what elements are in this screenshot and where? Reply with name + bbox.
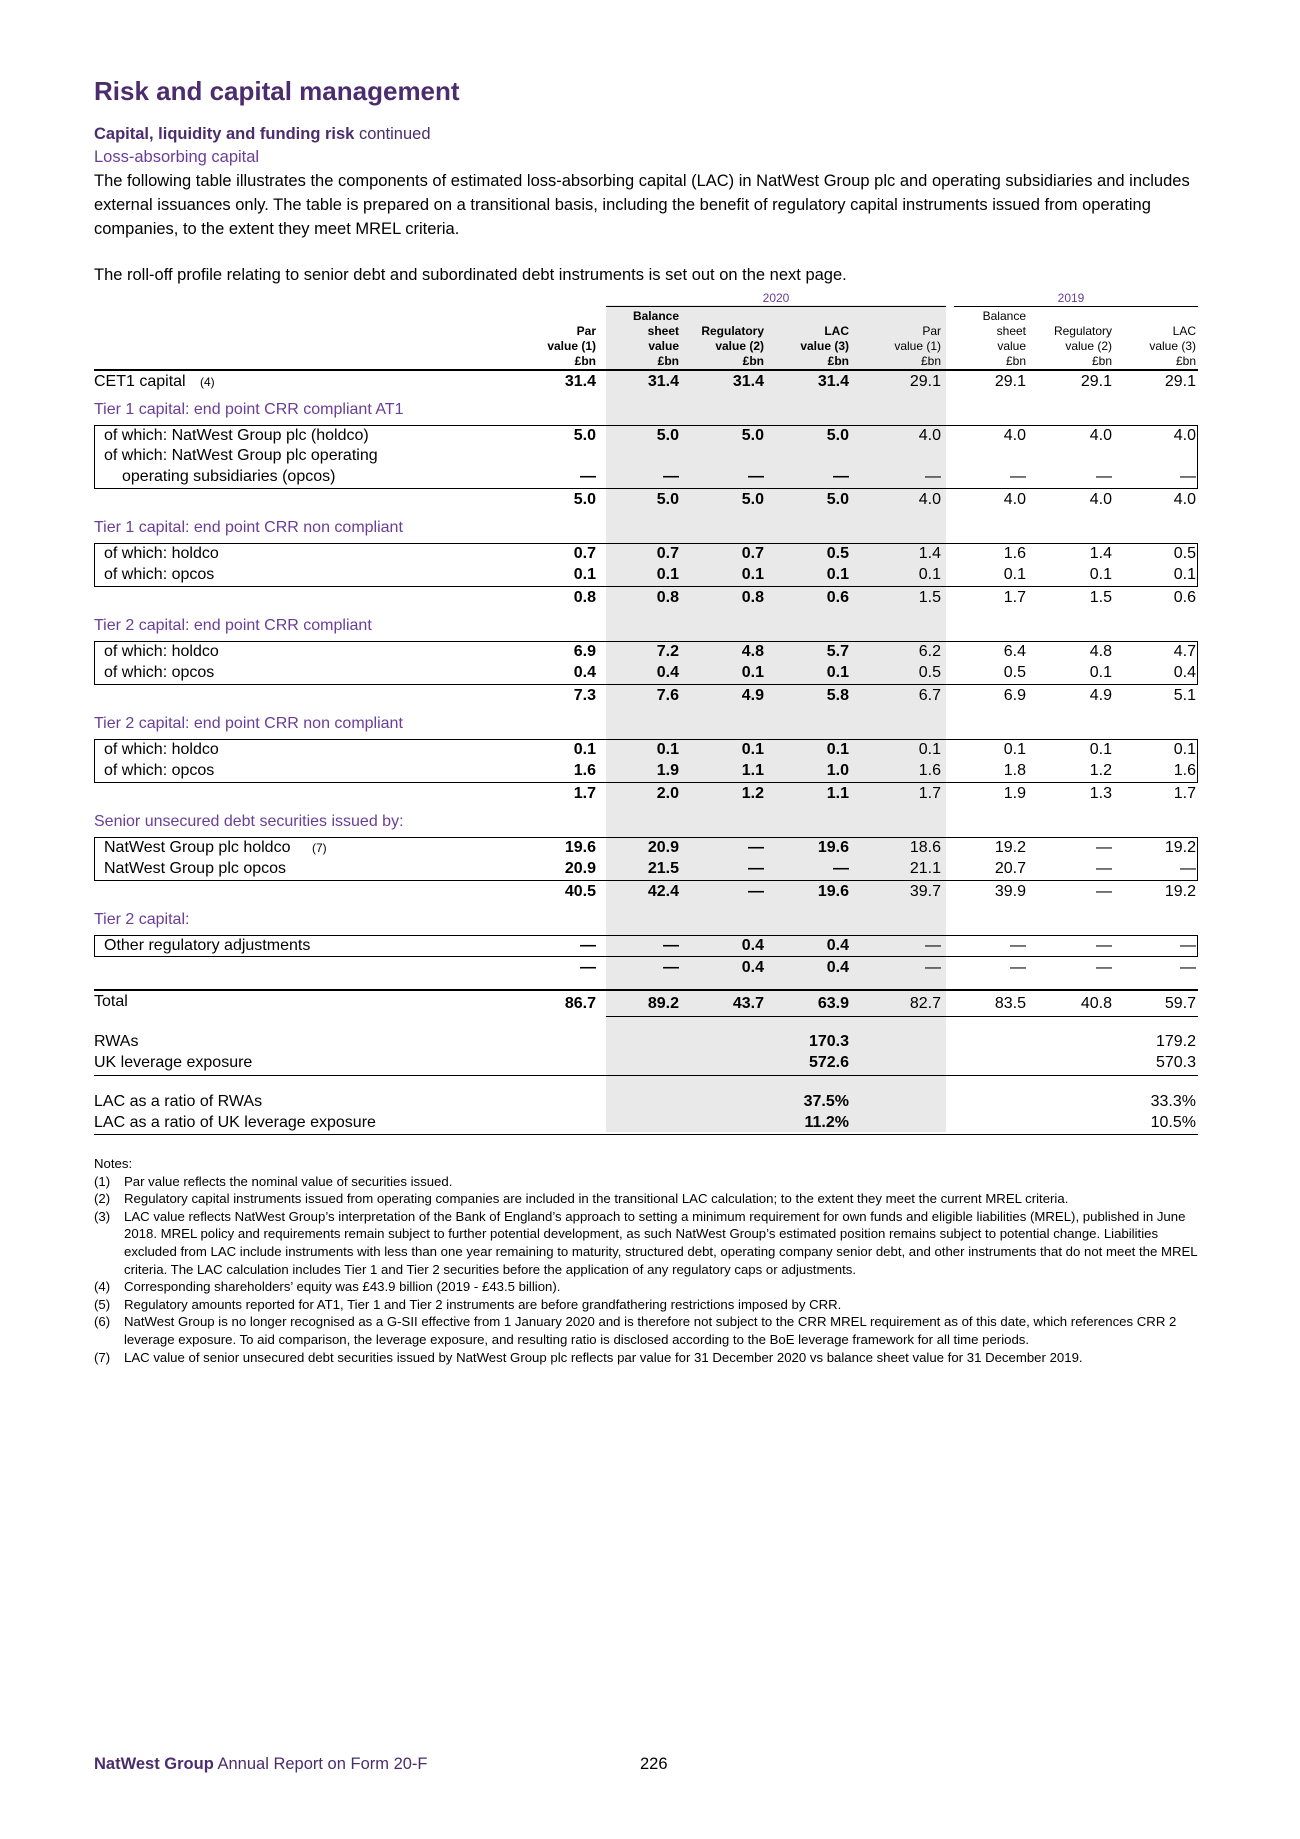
t2_noncompliant-row2-value: 1.2 bbox=[1089, 762, 1112, 779]
note-number: (3) bbox=[94, 1208, 111, 1224]
t2_compliant-row2-value: 0.4 bbox=[656, 664, 679, 681]
t2_noncompliant-total-value: 1.7 bbox=[918, 785, 941, 802]
t1_noncompliant-total-value: 0.6 bbox=[1173, 589, 1196, 606]
t2_noncompliant-title: Tier 2 capital: end point CRR non compliant bbox=[94, 715, 403, 732]
header-rule bbox=[94, 369, 1198, 371]
t1_compliant-row2-label-a: of which: NatWest Group plc operating bbox=[104, 447, 378, 464]
column-header: Balance bbox=[982, 309, 1026, 323]
t1_compliant-title: Tier 1 capital: end point CRR compliant AT1 bbox=[94, 401, 404, 418]
notes bbox=[94, 1155, 1214, 1366]
senior-row2-value: — bbox=[1096, 860, 1112, 877]
t2_noncompliant-row2-value: 1.9 bbox=[656, 762, 679, 779]
t1_compliant-row1-value: 5.0 bbox=[741, 427, 764, 444]
t2_other-title: Tier 2 capital: bbox=[94, 911, 190, 928]
t2_compliant-row2-value: 0.4 bbox=[1173, 664, 1196, 681]
senior-row1-value: — bbox=[748, 839, 764, 856]
senior-total-value: — bbox=[748, 883, 764, 900]
t1_noncompliant-row2-value: 0.1 bbox=[573, 566, 596, 583]
ratio-rule-bottom bbox=[94, 1134, 1198, 1135]
total-value: 82.7 bbox=[909, 995, 941, 1012]
t2_compliant-total-value: 5.1 bbox=[1173, 687, 1196, 704]
lac-rwas-label: LAC as a ratio of RWAs bbox=[94, 1093, 263, 1110]
total-value: 89.2 bbox=[647, 995, 679, 1012]
column-header: £bn bbox=[1091, 354, 1112, 368]
column-header: value bbox=[648, 339, 679, 353]
column-header: £bn bbox=[742, 354, 764, 368]
t2_noncompliant-row1-value: 0.1 bbox=[1173, 741, 1196, 758]
senior-row2-value: — bbox=[833, 860, 849, 877]
t1_noncompliant-total-value: 0.6 bbox=[826, 589, 849, 606]
t2_noncompliant-total-value: 1.7 bbox=[573, 785, 596, 802]
t2_compliant-row2-value: 0.5 bbox=[1003, 664, 1026, 681]
t1_compliant-total-value: 4.0 bbox=[1003, 491, 1026, 508]
rwas-2020: 170.3 bbox=[808, 1033, 849, 1050]
t2_compliant-total-value: 4.9 bbox=[741, 687, 764, 704]
cet1-label: CET1 capital bbox=[94, 373, 186, 390]
t1_compliant-row1-value: 4.0 bbox=[1003, 427, 1026, 444]
t2_compliant-row2-value: 0.1 bbox=[741, 664, 764, 681]
t1_compliant-total-value: 5.0 bbox=[573, 491, 596, 508]
t1_noncompliant-row2-value: 0.1 bbox=[1003, 566, 1026, 583]
rwas-label: RWAs bbox=[94, 1033, 139, 1050]
total-value: 40.8 bbox=[1080, 995, 1112, 1012]
t2_noncompliant-row1-value: 0.1 bbox=[1089, 741, 1112, 758]
t2_compliant-total-value: 7.3 bbox=[573, 687, 596, 704]
t1_compliant-total-value: 5.0 bbox=[826, 491, 849, 508]
column-header: sheet bbox=[647, 324, 679, 338]
t1_noncompliant-row2-value: 0.1 bbox=[826, 566, 849, 583]
t1_compliant-row1-value: 5.0 bbox=[656, 427, 679, 444]
t1_compliant-row2-value: — bbox=[1180, 468, 1196, 485]
t2_noncompliant-row2-value: 1.6 bbox=[918, 762, 941, 779]
column-header: £bn bbox=[1005, 354, 1026, 368]
total-value: 83.5 bbox=[994, 995, 1026, 1012]
senior-total-value: 39.9 bbox=[994, 883, 1026, 900]
note-number: (6) bbox=[94, 1314, 111, 1330]
senior-row1-note: (7) bbox=[312, 841, 327, 855]
senior-total-value: — bbox=[1096, 883, 1112, 900]
cet1-value: 29.1 bbox=[1080, 373, 1112, 390]
note-number: (2) bbox=[94, 1191, 111, 1207]
cet1-value: 29.1 bbox=[909, 373, 941, 390]
t2_noncompliant-row2-value: 1.1 bbox=[741, 762, 764, 779]
year-2019: 2019 bbox=[1057, 291, 1085, 305]
t2_other-row1-label: Other regulatory adjustments bbox=[104, 937, 311, 954]
section-title: Capital, liquidity and funding risk bbox=[94, 125, 355, 143]
intro-paragraph: The following table illustrates the components of estimated loss-absorbing capital (LAC) in NatWest Group plc and operating subsidiaries and includes external issuances only. The table is prepared on a transitional basis, including the benefit of regulatory capital instruments issued from operating companies, to the extent they meet MREL criteria. bbox=[94, 172, 1190, 238]
column-header: Regulatory bbox=[701, 324, 764, 338]
senior-row2-value: 20.9 bbox=[564, 860, 596, 877]
t2_noncompliant-row1-value: 0.1 bbox=[656, 741, 679, 758]
t2_compliant-row1-value: 6.4 bbox=[1003, 643, 1026, 660]
t1_noncompliant-total-value: 1.5 bbox=[1089, 589, 1112, 606]
t2_other-total-value: — bbox=[925, 959, 941, 976]
rule-2020 bbox=[606, 306, 946, 307]
t2_compliant-row1-value: 6.2 bbox=[918, 643, 941, 660]
t2_noncompliant-row1-value: 0.1 bbox=[826, 741, 849, 758]
senior-total-value: 39.7 bbox=[909, 883, 941, 900]
t1_compliant-row1-value: 4.0 bbox=[1173, 427, 1196, 444]
column-header: value (3) bbox=[1149, 339, 1196, 353]
t2_other-total-value: — bbox=[1180, 959, 1196, 976]
note-number: (4) bbox=[94, 1279, 111, 1295]
senior-row2-value: 21.1 bbox=[909, 860, 941, 877]
t1_compliant-row2-value: — bbox=[663, 468, 679, 485]
total-rule-bottom bbox=[606, 1016, 1198, 1017]
note-item bbox=[94, 1313, 1214, 1348]
column-header: £bn bbox=[1175, 354, 1196, 368]
senior-row2-value: — bbox=[1180, 860, 1196, 877]
t1_compliant-row2-value: — bbox=[580, 468, 596, 485]
cet1-value: 29.1 bbox=[994, 373, 1026, 390]
t2_other-row1-value: — bbox=[1180, 937, 1196, 954]
column-header: sheet bbox=[996, 324, 1026, 338]
total-label: Total bbox=[94, 993, 128, 1010]
column-header: £bn bbox=[574, 354, 596, 368]
t2_noncompliant-total-value: 1.7 bbox=[1173, 785, 1196, 802]
lac-leverage-2020: 11.2% bbox=[804, 1114, 849, 1131]
t1_noncompliant-row1-label: of which: holdco bbox=[104, 545, 219, 562]
t2_compliant-row2-label: of which: opcos bbox=[104, 664, 215, 681]
note-item bbox=[94, 1278, 1214, 1296]
t1_noncompliant-total-value: 0.8 bbox=[656, 589, 679, 606]
senior-row1-value: 19.2 bbox=[1164, 839, 1196, 856]
t2_noncompliant-row2-value: 1.6 bbox=[1173, 762, 1196, 779]
t2_compliant-total-value: 6.7 bbox=[918, 687, 941, 704]
t1_noncompliant-row1-value: 0.7 bbox=[573, 545, 596, 562]
total-value: 43.7 bbox=[732, 995, 764, 1012]
leverage-2019: 570.3 bbox=[1155, 1054, 1196, 1071]
lac-leverage-2019: 10.5% bbox=[1150, 1114, 1196, 1131]
t1_compliant-row2-value: — bbox=[748, 468, 764, 485]
t1_noncompliant-row2-value: 0.1 bbox=[1173, 566, 1196, 583]
t2_compliant-row1-value: 4.8 bbox=[741, 643, 764, 660]
senior-total-value: 19.6 bbox=[817, 883, 849, 900]
t2_noncompliant-row1-value: 0.1 bbox=[918, 741, 941, 758]
t2_compliant-total-value: 4.9 bbox=[1089, 687, 1112, 704]
note-text: Regulatory amounts reported for AT1, Tier 1 and Tier 2 instruments are before grandfathering restrictions imposed by CRR. bbox=[124, 1296, 842, 1312]
t1_compliant-row1-value: 4.0 bbox=[1089, 427, 1112, 444]
t2_other-row1-value: — bbox=[580, 937, 596, 954]
note-item bbox=[94, 1296, 1214, 1314]
cet1-value: 31.4 bbox=[817, 373, 849, 390]
note-text: LAC value of senior unsecured debt securities issued by NatWest Group plc reflects par value for 31 December 2020 vs balance sheet value for 31 December 2019. bbox=[124, 1349, 1083, 1365]
t2_compliant-row2-value: 0.4 bbox=[573, 664, 596, 681]
total-rule bbox=[94, 989, 1198, 991]
lac-leverage-label: LAC as a ratio of UK leverage exposure bbox=[94, 1114, 376, 1131]
t1_compliant-total-value: 5.0 bbox=[741, 491, 764, 508]
note-text: Par value reflects the nominal value of securities issued. bbox=[124, 1173, 453, 1189]
note-item bbox=[94, 1349, 1214, 1367]
t2_compliant-total-value: 7.6 bbox=[656, 687, 679, 704]
column-header: value (2) bbox=[715, 339, 764, 353]
t2_compliant-row1-value: 4.7 bbox=[1173, 643, 1196, 660]
t2_other-total-value: — bbox=[1010, 959, 1026, 976]
footer-report bbox=[94, 1755, 428, 1774]
t2_other-row1-value: — bbox=[1096, 937, 1112, 954]
t2_compliant-total-value: 5.8 bbox=[826, 687, 849, 704]
senior-row1-value: 20.9 bbox=[647, 839, 679, 856]
senior-row1-value: 19.6 bbox=[817, 839, 849, 856]
page-number: 226 bbox=[640, 1755, 668, 1773]
t1_compliant-row1-label: of which: NatWest Group plc (holdco) bbox=[104, 427, 369, 444]
t2_compliant-row1-value: 7.2 bbox=[656, 643, 679, 660]
t2_noncompliant-total-value: 2.0 bbox=[656, 785, 679, 802]
t2_noncompliant-row2-value: 1.8 bbox=[1003, 762, 1026, 779]
t1_noncompliant-total-value: 0.8 bbox=[573, 589, 596, 606]
cet1-value: 31.4 bbox=[564, 373, 596, 390]
t2_noncompliant-row2-value: 1.6 bbox=[573, 762, 596, 779]
column-header: LAC bbox=[1172, 324, 1196, 338]
rwas-2019: 179.2 bbox=[1155, 1033, 1196, 1050]
t2_noncompliant-row2-value: 1.0 bbox=[826, 762, 849, 779]
t1_noncompliant-row2-value: 0.1 bbox=[741, 566, 764, 583]
senior-row2-value: 21.5 bbox=[647, 860, 679, 877]
column-header: Par bbox=[922, 324, 941, 338]
note-item bbox=[94, 1190, 1214, 1208]
t2_other-total-value: — bbox=[1096, 959, 1112, 976]
ratio-rule bbox=[94, 1075, 1198, 1076]
t2_compliant-title: Tier 2 capital: end point CRR compliant bbox=[94, 617, 372, 634]
total-value: 86.7 bbox=[564, 995, 596, 1012]
column-header: £bn bbox=[657, 354, 679, 368]
t2_other-total-value: — bbox=[663, 959, 679, 976]
t1_compliant-row2-value: — bbox=[925, 468, 941, 485]
cet1-value: 31.4 bbox=[647, 373, 679, 390]
t2_noncompliant-total-value: 1.9 bbox=[1003, 785, 1026, 802]
t2_other-total-value: 0.4 bbox=[741, 959, 764, 976]
lac-rwas-2020: 37.5% bbox=[803, 1093, 849, 1110]
senior-row2-label: NatWest Group plc opcos bbox=[104, 860, 287, 877]
intro-paragraph-2: The roll-off profile relating to senior debt and subordinated debt instruments is set out on the next page. bbox=[94, 266, 847, 284]
t2_noncompliant-row1-value: 0.1 bbox=[741, 741, 764, 758]
lac-rwas-2019: 33.3% bbox=[1150, 1093, 1196, 1110]
year-2020: 2020 bbox=[762, 291, 790, 305]
t2_compliant-total-value: 6.9 bbox=[1003, 687, 1026, 704]
t1_compliant-row1-value: 4.0 bbox=[918, 427, 941, 444]
cet1-value: 31.4 bbox=[732, 373, 764, 390]
t2_other-row1-value: — bbox=[1010, 937, 1026, 954]
column-header: value (1) bbox=[547, 339, 596, 353]
t2_other-row1-value: — bbox=[925, 937, 941, 954]
t1_noncompliant-row1-value: 0.5 bbox=[1173, 545, 1196, 562]
senior-row1-value: 18.6 bbox=[909, 839, 941, 856]
note-number: (5) bbox=[94, 1296, 111, 1312]
page-title: Risk and capital management bbox=[94, 76, 460, 106]
t2_other-row1-value: 0.4 bbox=[826, 937, 849, 954]
note-item bbox=[94, 1208, 1214, 1278]
senior-total-value: 42.4 bbox=[647, 883, 679, 900]
t1_compliant-row1-value: 5.0 bbox=[573, 427, 596, 444]
t2_noncompliant-row1-label: of which: holdco bbox=[104, 741, 219, 758]
cet1-note: (4) bbox=[200, 375, 215, 389]
column-header: £bn bbox=[827, 354, 849, 368]
column-header: value (2) bbox=[1065, 339, 1112, 353]
t1_noncompliant-row1-value: 0.7 bbox=[656, 545, 679, 562]
leverage-label: UK leverage exposure bbox=[94, 1054, 253, 1071]
t1_noncompliant-row1-value: 1.6 bbox=[1003, 545, 1026, 562]
senior-row2-value: 20.7 bbox=[994, 860, 1026, 877]
senior-total-value: 19.2 bbox=[1164, 883, 1196, 900]
t1_noncompliant-total-value: 1.7 bbox=[1003, 589, 1026, 606]
note-text: Corresponding shareholders’ equity was £43.9 billion (2019 - £43.5 billion). bbox=[124, 1279, 561, 1295]
t1_compliant-total-value: 4.0 bbox=[1173, 491, 1196, 508]
t2_noncompliant-row1-value: 0.1 bbox=[573, 741, 596, 758]
t1_compliant-row2-value: — bbox=[833, 468, 849, 485]
t2_compliant-row1-label: of which: holdco bbox=[104, 643, 219, 660]
t1_noncompliant-row1-value: 1.4 bbox=[918, 545, 941, 562]
column-header: LAC bbox=[824, 324, 849, 338]
t1_noncompliant-row2-value: 0.1 bbox=[656, 566, 679, 583]
t2_noncompliant-total-value: 1.3 bbox=[1089, 785, 1112, 802]
t1_compliant-total-value: 4.0 bbox=[918, 491, 941, 508]
notes-heading: Notes: bbox=[94, 1156, 133, 1171]
section-heading bbox=[94, 125, 431, 144]
cet1-value: 29.1 bbox=[1164, 373, 1196, 390]
note-text: Regulatory capital instruments issued from operating companies are included in the transitional LAC calculation; to the extent they meet the current MREL criteria. bbox=[124, 1191, 1069, 1207]
column-header: £bn bbox=[920, 354, 941, 368]
note-number: (1) bbox=[94, 1173, 111, 1189]
rule-2019 bbox=[954, 306, 1198, 307]
column-header: Regulatory bbox=[1053, 324, 1112, 338]
t2_other-total-value: — bbox=[580, 959, 596, 976]
t1_noncompliant-row2-value: 0.1 bbox=[1089, 566, 1112, 583]
column-header: Balance bbox=[632, 309, 679, 323]
t2_other-row1-value: 0.4 bbox=[741, 937, 764, 954]
total-value: 59.7 bbox=[1164, 995, 1196, 1012]
t1_noncompliant-title: Tier 1 capital: end point CRR non compliant bbox=[94, 519, 403, 536]
total-value: 63.9 bbox=[817, 995, 849, 1012]
t1_compliant-row2-label-b: operating subsidiaries (opcos) bbox=[122, 468, 336, 485]
subsection-heading: Loss-absorbing capital bbox=[94, 148, 260, 166]
t2_compliant-row2-value: 0.5 bbox=[918, 664, 941, 681]
t1_noncompliant-row1-value: 1.4 bbox=[1089, 545, 1112, 562]
t1_compliant-total-value: 5.0 bbox=[656, 491, 679, 508]
t2_compliant-row1-value: 5.7 bbox=[826, 643, 849, 660]
senior-total-value: 40.5 bbox=[564, 883, 596, 900]
note-text: LAC value reflects NatWest Group’s interpretation of the Bank of England’s approach to setting a minimum requirement for own funds and eligible liabilities (MREL), published in June 2018. MREL policy and requirements remain subject to further potential development, as such NatWest Group’s estimated position remains subject to potential change. Liabilities excluded from LAC include instruments with less than one year remaining to maturity, structured debt, operating company senior debt, and other instruments that do not meet the MREL criteria. The LAC calculation includes Tier 1 and Tier 2 securities before the application of any regulatory caps or adjustments. bbox=[124, 1208, 1198, 1277]
t2_noncompliant-total-value: 1.2 bbox=[741, 785, 764, 802]
t1_compliant-row2-value: — bbox=[1010, 468, 1026, 485]
t1_compliant-total-value: 4.0 bbox=[1089, 491, 1112, 508]
t1_compliant-row2-value: — bbox=[1096, 468, 1112, 485]
column-header: value (3) bbox=[800, 339, 849, 353]
column-header: value bbox=[997, 339, 1026, 353]
t1_noncompliant-total-value: 1.5 bbox=[918, 589, 941, 606]
column-header: value (1) bbox=[894, 339, 941, 353]
t1_noncompliant-row2-label: of which: opcos bbox=[104, 566, 215, 583]
note-item bbox=[94, 1173, 1214, 1191]
senior-title: Senior unsecured debt securities issued by: bbox=[94, 813, 404, 830]
t2_compliant-row1-value: 4.8 bbox=[1089, 643, 1112, 660]
t1_noncompliant-row1-value: 0.7 bbox=[741, 545, 764, 562]
t1_noncompliant-row1-value: 0.5 bbox=[826, 545, 849, 562]
senior-row2-value: — bbox=[748, 860, 764, 877]
t1_compliant-row1-value: 5.0 bbox=[826, 427, 849, 444]
note-text: NatWest Group is no longer recognised as a G-SII effective from 1 January 2020 and is therefore not subject to the CRR MREL requirement as of this date, which references CRR 2 leverage exposure. To aid comparison, the leverage exposure, and resulting ratio is disclosed according to the BoE leverage framework for all time periods. bbox=[124, 1314, 1177, 1347]
footer-report-title: Annual Report on Form 20-F bbox=[217, 1755, 428, 1773]
senior-row1-value: — bbox=[1096, 839, 1112, 856]
t2_noncompliant-total-value: 1.1 bbox=[826, 785, 849, 802]
t2_compliant-row2-value: 0.1 bbox=[826, 664, 849, 681]
leverage-2020: 572.6 bbox=[808, 1054, 849, 1071]
t2_noncompliant-row1-value: 0.1 bbox=[1003, 741, 1026, 758]
t2_noncompliant-row2-label: of which: opcos bbox=[104, 762, 215, 779]
t2_other-row1-value: — bbox=[663, 937, 679, 954]
footer-brand: NatWest Group bbox=[94, 1755, 214, 1773]
section-suffix: continued bbox=[358, 125, 431, 143]
senior-row1-label: NatWest Group plc holdco bbox=[104, 839, 291, 856]
t2_compliant-row2-value: 0.1 bbox=[1089, 664, 1112, 681]
t1_noncompliant-row2-value: 0.1 bbox=[918, 566, 941, 583]
t2_compliant-row1-value: 6.9 bbox=[573, 643, 596, 660]
senior-row1-value: 19.6 bbox=[564, 839, 596, 856]
t1_noncompliant-total-value: 0.8 bbox=[741, 589, 764, 606]
senior-row1-value: 19.2 bbox=[994, 839, 1026, 856]
column-header: Par bbox=[576, 324, 596, 338]
note-number: (7) bbox=[94, 1349, 111, 1365]
t2_other-total-value: 0.4 bbox=[826, 959, 849, 976]
